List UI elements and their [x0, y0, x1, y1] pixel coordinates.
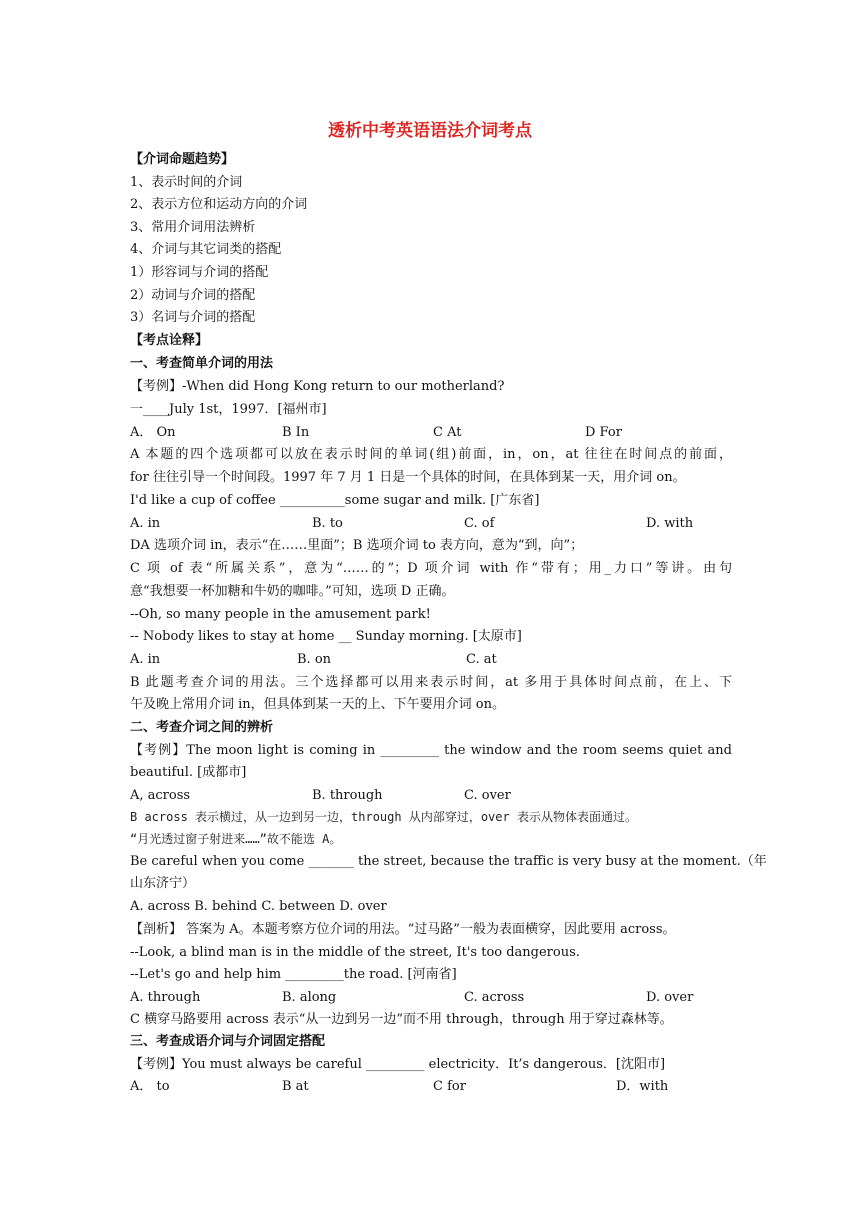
- text-line: 【考例】-When did Hong Kong return to our motherland?: [130, 379, 505, 394]
- option: A． On: [130, 425, 176, 440]
- options-row: [130, 425, 750, 443]
- text-line: 4、介词与其它词类的搭配: [130, 242, 282, 257]
- option: A． to: [130, 1079, 170, 1094]
- text-line: 午及晚上常用介词 in，但具体到某一天的上、下午要用介词 on。: [130, 697, 505, 712]
- text-line: 山东济宁）: [130, 876, 196, 891]
- text-line: “月光透过窗子射进来……”故不能选 A。: [130, 832, 342, 846]
- option: B In: [282, 425, 310, 440]
- text-line: --Look, a blind man is in the middle of the street, It's too dangerous.: [130, 945, 580, 960]
- option: B. to: [312, 516, 343, 531]
- page-title: 透析中考英语语法介词考点: [328, 121, 532, 141]
- option: B. along: [282, 990, 337, 1005]
- option: A, across: [130, 788, 191, 803]
- text-line: DA 选项介词 in，表示“在……里面”；B 选项介词 to 表方向，意为“到，向”；: [130, 538, 584, 553]
- text-line: 一____July 1st，1997．[福州市]: [130, 402, 327, 417]
- text-line: for 往往引导一个时间段。1997 年 7 月 1 日是一个具体的时间，在具体到某一天，用介词 on。: [130, 470, 686, 485]
- options-row: [130, 516, 750, 534]
- section-heading: 三、考查成语介词与介词固定搭配: [130, 1034, 326, 1049]
- options-row: [130, 1079, 750, 1097]
- text-line: 3、常用介词用法辨析: [130, 220, 256, 235]
- text-line: 2、表示方位和运动方向的介词: [130, 197, 308, 212]
- text-line: 3）名词与介词的搭配: [130, 310, 256, 325]
- text-line: 意“我想要一杯加糖和牛奶的咖啡。”可知，选项 D 正确。: [130, 584, 455, 599]
- text-line: 【考例】The moon light is coming in _________ the window and the room seems quiet and: [130, 743, 732, 758]
- option: C. across: [464, 990, 525, 1005]
- option: D. over: [646, 990, 694, 1005]
- option: C At: [433, 425, 462, 440]
- option: C. over: [464, 788, 511, 803]
- text-line: beautiful. [成都市]: [130, 765, 247, 780]
- options-row: [130, 788, 750, 806]
- text-line: C 横穿马路要用 across 表示“从一边到另一边”而不用 through，through 用于穿过森林等。: [130, 1012, 673, 1027]
- option: C for: [433, 1079, 466, 1094]
- text-line: --Let's go and help him _________the road. [河南省]: [130, 967, 457, 982]
- text-line: I'd like a cup of coffee __________some sugar and milk. [广东省]: [130, 493, 540, 508]
- option: D. with: [646, 516, 694, 531]
- text-line: 1、表示时间的介词: [130, 175, 243, 190]
- text-line: --Oh, so many people in the amusement park!: [130, 607, 431, 622]
- text-line: 【剖析】 答案为 A。本题考察方位介词的用法。“过马路”一般为表面横穿，因此要用 across。: [130, 922, 676, 937]
- option: C. at: [466, 652, 497, 667]
- text-line: A. across B. behind C. between D. over: [130, 899, 387, 914]
- text-line: C 项 of 表“所属关系”，意为“……的”；D 项介词 with 作“带有；用_力口”等讲。由句: [130, 561, 732, 576]
- option: A. in: [130, 652, 161, 667]
- text-line: B 此题考查介词的用法。三个选择都可以用来表示时间，at 多用于具体时间点前，在上、下: [130, 675, 732, 690]
- option: C. of: [464, 516, 495, 531]
- text-line: -- Nobody likes to stay at home __ Sunday morning. [太原市]: [130, 629, 522, 644]
- section-heading: 【考点诠释】: [130, 333, 209, 348]
- text-line: 2）动词与介词的搭配: [130, 288, 256, 303]
- option: D For: [585, 425, 622, 440]
- text-line: 【考例】You must always be careful _________ electricity．It’s dangerous．[沈阳市]: [130, 1057, 666, 1072]
- text-line: 1）形容词与介词的搭配: [130, 265, 269, 280]
- option: A. in: [130, 516, 161, 531]
- option: B. on: [297, 652, 332, 667]
- option: B. through: [312, 788, 383, 803]
- options-row: [130, 652, 750, 670]
- text-line: B across 表示横过，从一边到另一边，through 从内部穿过，over 表示从物体表面通过。: [130, 810, 637, 824]
- options-row: [130, 990, 750, 1008]
- text-line: A 本题的四个选项都可以放在表示时间的单词(组)前面，in，on，at 往往在时间点的前面，: [130, 447, 732, 462]
- option: D．with: [616, 1079, 669, 1094]
- option: A. through: [130, 990, 201, 1005]
- option: B at: [282, 1079, 309, 1094]
- section-heading: 一、考查简单介词的用法: [130, 356, 274, 371]
- section-heading: 【介词命题趋势】: [130, 152, 235, 167]
- text-line: Be careful when you come _______ the street, because the traffic is very busy at the moment.（年: [130, 854, 767, 869]
- section-heading: 二、考查介词之间的辨析: [130, 720, 274, 735]
